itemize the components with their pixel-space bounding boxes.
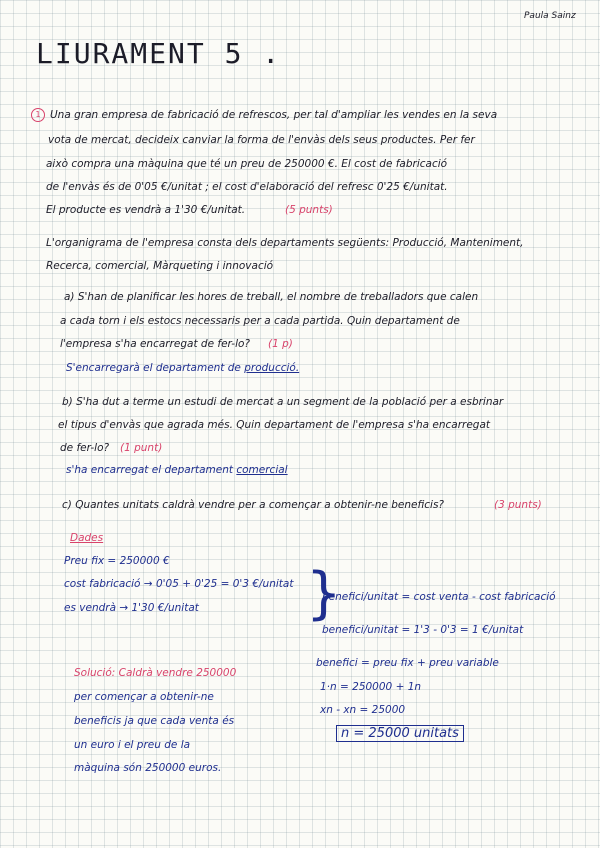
solucio-line-2: per començar a obtenir-ne <box>74 691 214 703</box>
intro-line-5: El producte es vendrà a 1'30 €/unitat. <box>46 204 246 216</box>
intro-line-2: vota de mercat, decideix canviar la forma de l'envàs dels seus productes. Per fer <box>48 134 475 146</box>
qa-answer <box>66 363 299 374</box>
qb-points: (1 punt) <box>120 442 163 454</box>
author-name: Paula Sainz <box>524 11 576 21</box>
calc-line-1: benefici = preu fix + preu variable <box>316 657 499 669</box>
intro-line-4: de l'envàs és de 0'05 €/unitat ; el cost d'elaboració del refresc 0'25 €/unitat. <box>46 181 448 193</box>
qb-line-2: el tipus d'envàs que agrada més. Quin departament de l'empresa s'ha encarregat <box>58 419 491 431</box>
qc-points: (3 punts) <box>494 499 542 511</box>
solucio-line-4: un euro i el preu de la <box>74 739 191 751</box>
curly-brace: } <box>306 561 342 626</box>
solucio-line-3: beneficis ja que cada venta és <box>74 715 235 727</box>
intro-line-1: Una gran empresa de fabricació de refrescos, per tal d'ampliar les vendes en la seva <box>50 109 498 121</box>
intro-points: (5 punts) <box>285 204 333 216</box>
qb-answer-prefix: s'ha encarregat el departament <box>66 464 237 476</box>
org-line-1: L'organigrama de l'empresa consta dels departaments següents: Producció, Manteniment, <box>46 237 524 249</box>
dades-cost-fabricacio: cost fabricació → 0'05 + 0'25 = 0'3 €/unitat <box>64 578 294 590</box>
exercise-number: 1 <box>31 108 45 122</box>
qb-answer <box>66 465 288 476</box>
calc-line-3: xn - xn = 25000 <box>320 704 406 716</box>
qa-line-3: l'empresa s'ha encarregat de fer-lo? <box>60 338 250 350</box>
dades-preu-fix: Preu fix = 250000 € <box>64 555 170 567</box>
qa-answer-key: producció. <box>244 362 300 374</box>
calc-line-2: 1·n = 250000 + 1n <box>320 681 422 693</box>
solucio-line-5: màquina són 250000 euros. <box>74 762 222 774</box>
qa-points: (1 p) <box>268 338 293 350</box>
qb-answer-key: comercial <box>236 464 288 476</box>
calc-result: n = 25000 unitats <box>336 725 464 742</box>
qc-line: c) Quantes unitats caldrà vendre per a començar a obtenir-ne beneficis? <box>62 499 444 511</box>
qa-answer-prefix: S'encarregarà el departament de <box>66 362 245 374</box>
dades-heading: Dades <box>70 532 104 544</box>
qa-line-1: a) S'han de planificar les hores de treball, el nombre de treballadors que calen <box>64 291 479 303</box>
dades-vendra: es vendrà → 1'30 €/unitat <box>64 602 199 614</box>
dades-benefici-1: benefici/unitat = cost venta - cost fabricació <box>322 591 556 603</box>
dades-benefici-2: benefici/unitat = 1'3 - 0'3 = 1 €/unitat <box>322 624 524 636</box>
solucio-line-1: Solució: Caldrà vendre 250000 <box>74 667 237 679</box>
org-line-2: Recerca, comercial, Màrqueting i innovació <box>46 260 274 272</box>
qb-line-3: de fer-lo? <box>60 442 110 454</box>
qa-line-2: a cada torn i els estocs necessaris per a cada partida. Quin departament de <box>60 315 460 327</box>
qb-line-1: b) S'ha dut a terme un estudi de mercat a un segment de la població per a esbrinar <box>62 396 504 408</box>
intro-line-3: això compra una màquina que té un preu de 250000 €. El cost de fabricació <box>46 158 448 170</box>
page-title: LIURAMENT 5 . <box>36 37 282 70</box>
